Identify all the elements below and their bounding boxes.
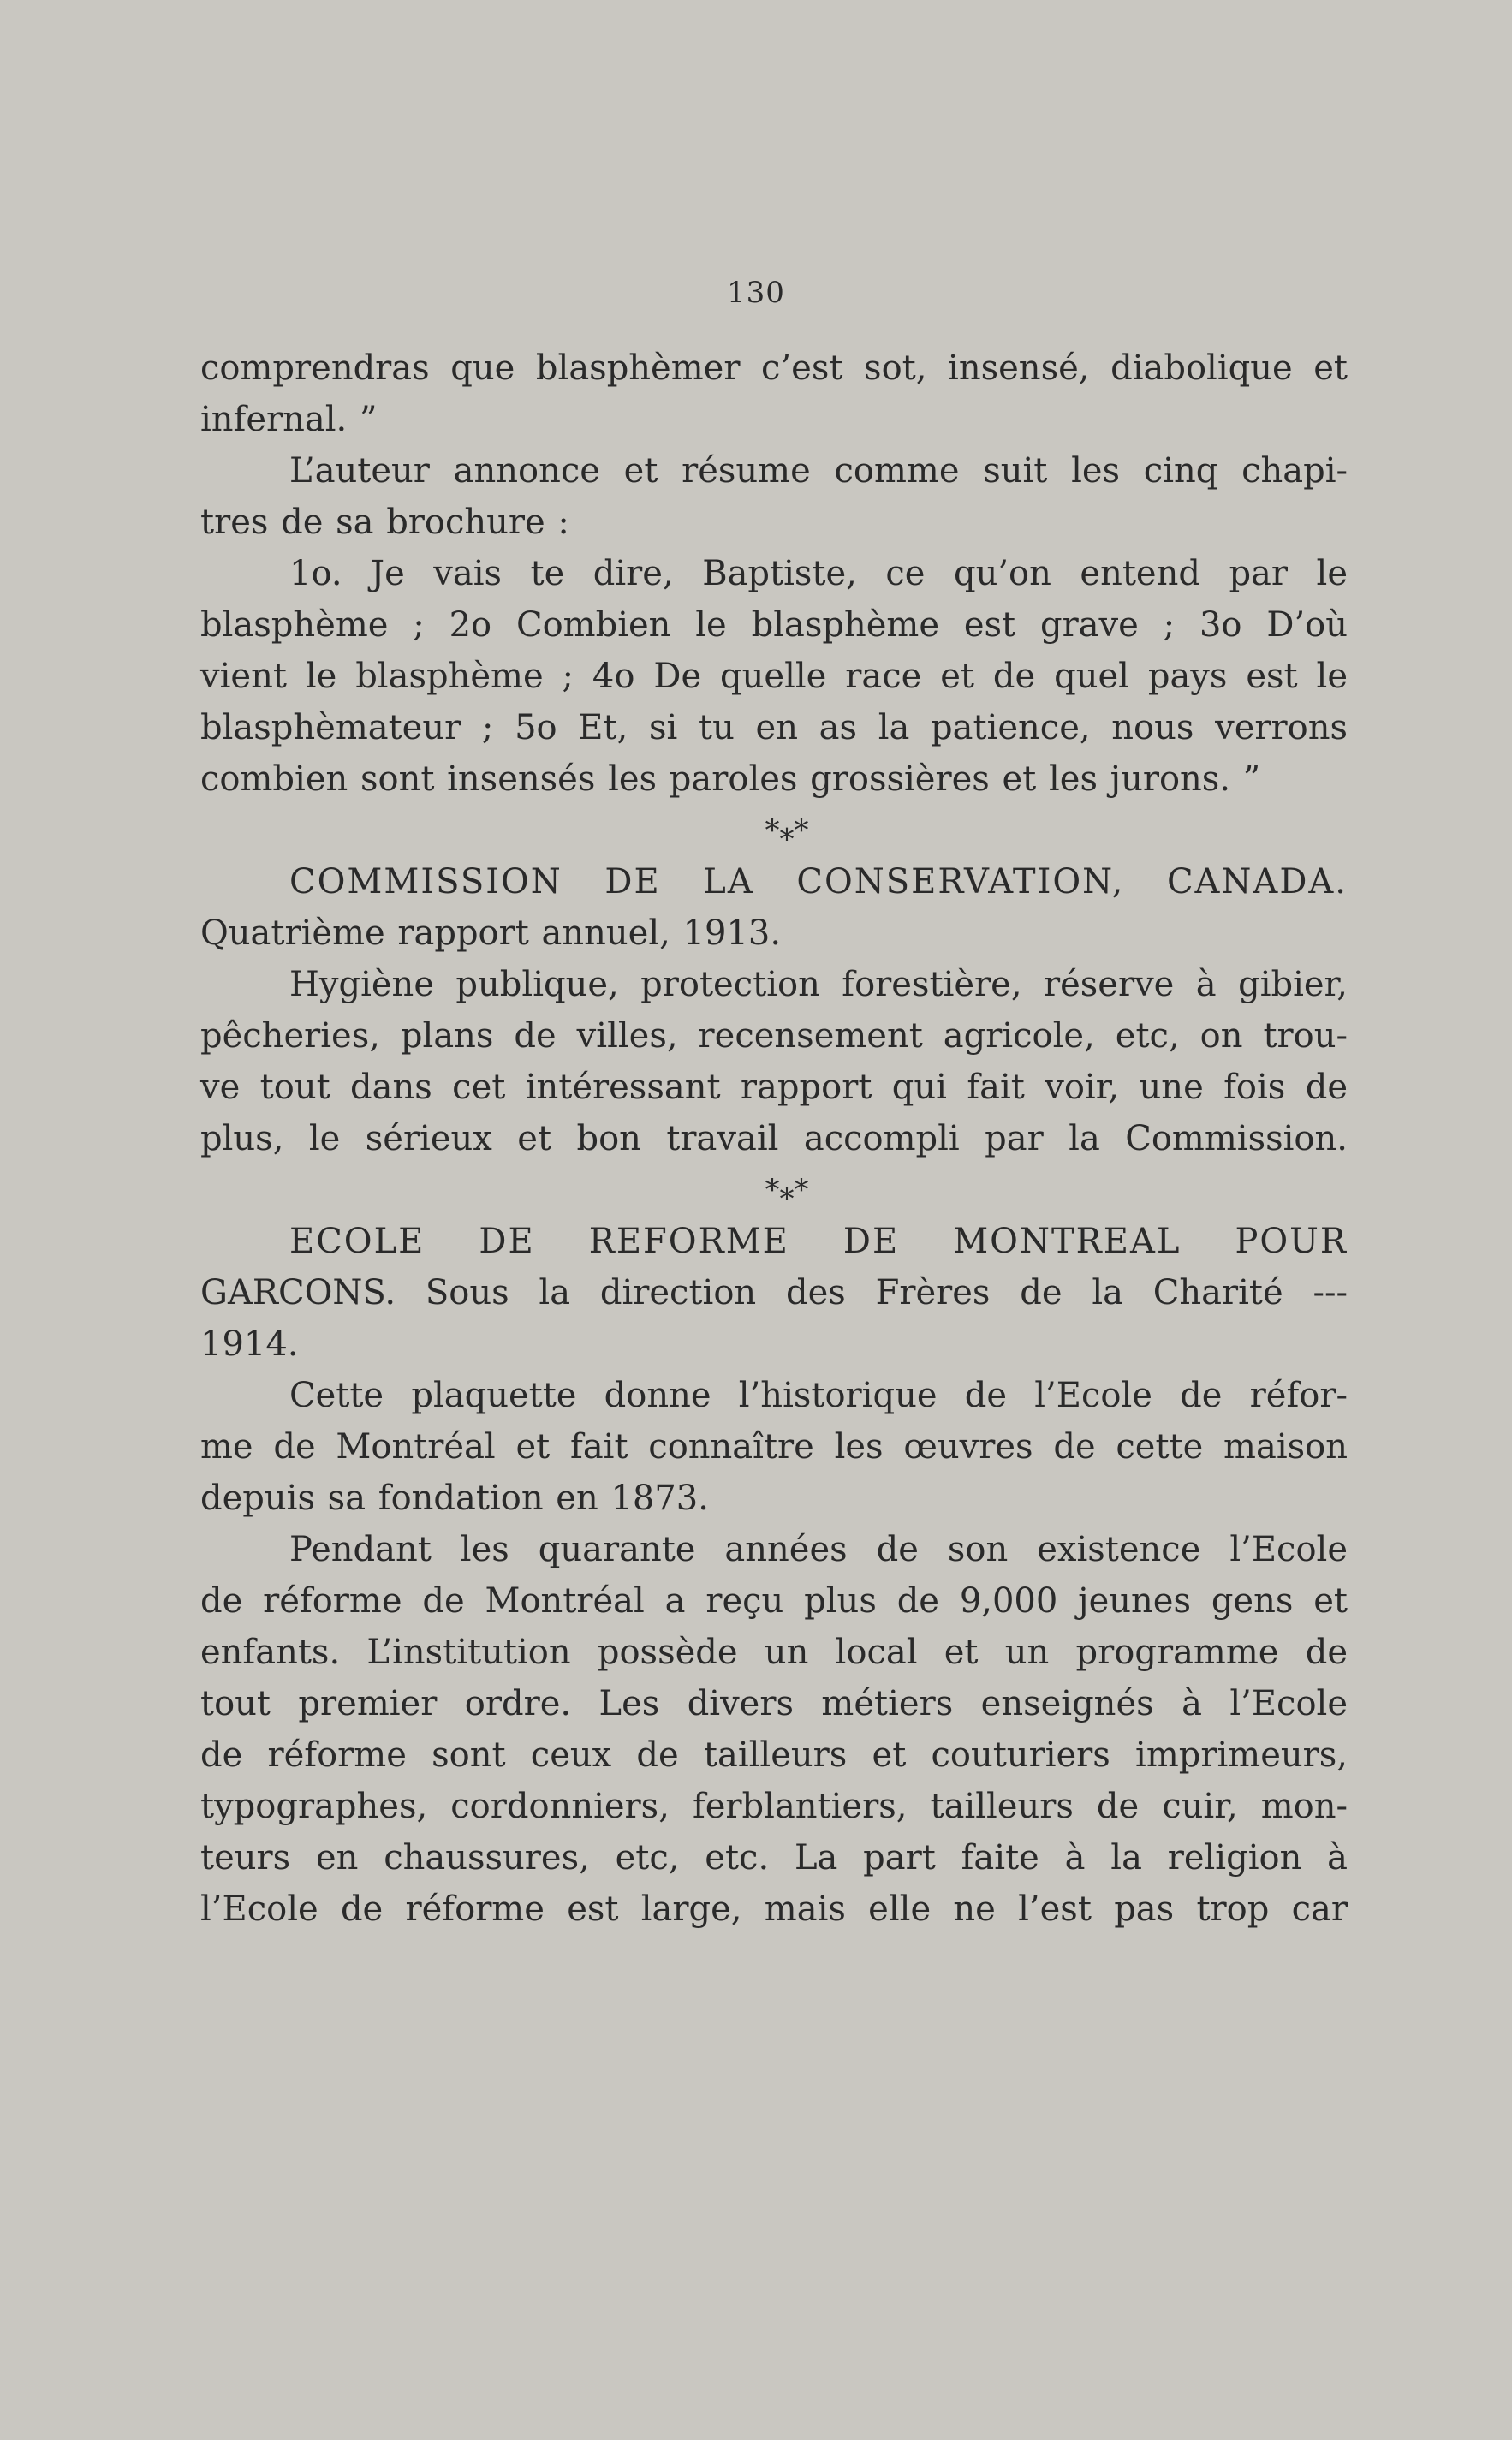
- text-line: me de Montréal et fait connaître les œuvres de cette maison: [200, 1427, 1348, 1467]
- text-line: comprendras que blasphèmer c’est sot, insensé, diabolique et: [200, 348, 1348, 388]
- text-line: GARCONS. Sous la direction des Frères de la Charité ---: [200, 1273, 1348, 1312]
- text-line: teurs en chaussures, etc, etc. La part faite à la religion à: [200, 1838, 1348, 1878]
- text-body: [200, 342, 1348, 1935]
- text-line: l’Ecole de réforme est large, mais elle ne l’est pas trop car: [200, 1890, 1348, 1929]
- text-line: Cette plaquette donne l’historique de l’Ecole de réfor-: [289, 1376, 1348, 1415]
- text-line: blasphèmateur ; 5o Et, si tu en as la patience, nous verrons: [200, 708, 1348, 747]
- text-line: L’auteur annonce et résume comme suit les cinq chapi-: [289, 451, 1348, 491]
- text-line: pêcheries, plans de villes, recensement agricole, etc, on trou-: [200, 1016, 1348, 1056]
- section-heading: COMMISSION DE LA CONSERVATION, CANADA.: [289, 862, 1348, 902]
- text-line: de réforme de Montréal a reçu plus de 9,000 jeunes gens et: [200, 1581, 1348, 1621]
- section-heading: ECOLE DE REFORME DE MONTREAL POUR: [289, 1222, 1348, 1261]
- text-line: ve tout dans cet intéressant rapport qui fait voir, une fois de: [200, 1068, 1348, 1107]
- text-line: 1o. Je vais te dire, Baptiste, ce qu’on entend par le: [289, 554, 1348, 593]
- text-line: 1914.: [200, 1324, 299, 1364]
- text-line: typographes, cordonniers, ferblantiers, tailleurs de cuir, mon-: [200, 1787, 1348, 1826]
- page-number: 130: [727, 276, 785, 310]
- text-line: vient le blasphème ; 4o De quelle race et de quel pays est le: [200, 657, 1348, 696]
- text-line: combien sont insensés les paroles grossières et les jurons. ”: [200, 759, 1261, 799]
- text-line: Hygiène publique, protection forestière, réserve à gibier,: [289, 965, 1348, 1004]
- text-line: blasphème ; 2o Combien le blasphème est grave ; 3o D’où: [200, 605, 1348, 645]
- text-line: Pendant les quarante années de son existence l’Ecole: [289, 1530, 1348, 1569]
- text-line: infernal. ”: [200, 400, 378, 439]
- text-line: de réforme sont ceux de tailleurs et couturiers imprimeurs,: [200, 1735, 1348, 1775]
- text-line: tres de sa brochure :: [200, 503, 569, 542]
- section-separator: *⁎*: [765, 813, 809, 848]
- text-line: Quatrième rapport annuel, 1913.: [200, 914, 782, 953]
- text-line: depuis sa fondation en 1873.: [200, 1479, 709, 1518]
- text-line: tout premier ordre. Les divers métiers enseignés à l’Ecole: [200, 1684, 1348, 1723]
- text-line: enfants. L’institution possède un local et un programme de: [200, 1633, 1348, 1672]
- text-line: plus, le sérieux et bon travail accompli par la Commission.: [200, 1119, 1348, 1158]
- section-separator: *⁎*: [765, 1173, 809, 1207]
